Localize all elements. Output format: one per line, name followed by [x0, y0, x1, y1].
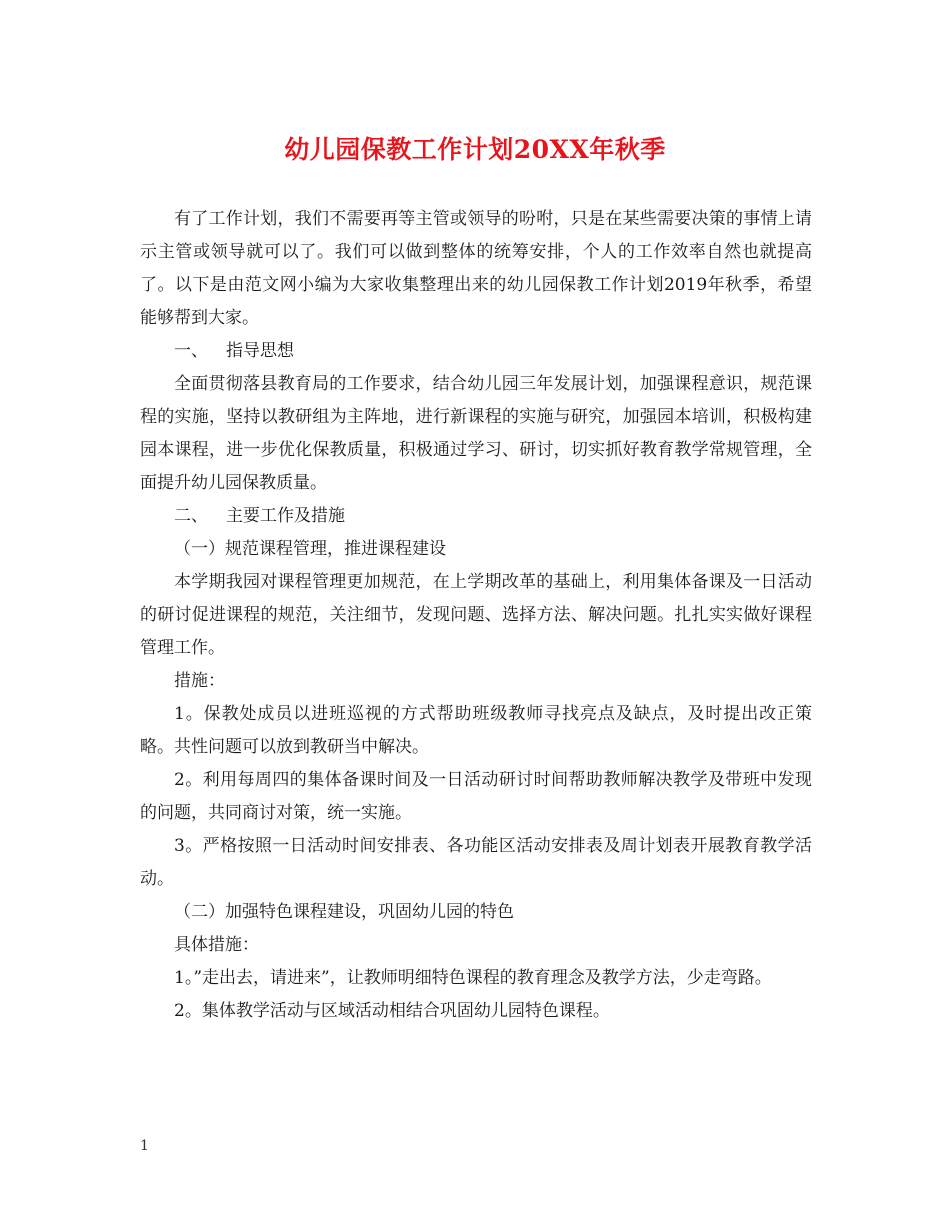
document-body	[140, 203, 812, 1028]
measure-item: 3。严格按照一日活动时间安排表、各功能区活动安排表及周计划表开展教育教学活动。	[140, 836, 812, 889]
page-number: 1	[140, 1138, 149, 1154]
section-1-heading	[140, 335, 812, 368]
section-2-number: 二、	[174, 506, 208, 526]
subsection-1-heading: （一）规范课程管理，推进课程建设	[174, 539, 446, 559]
subsection-1-measures-label: 措施：	[174, 671, 225, 691]
section-1-body: 全面贯彻落县教育局的工作要求，结合幼儿园三年发展计划，加强课程意识，规范课程的实施，坚持以教研组为主阵地，进行新课程的实施与研究，加强园本培训，积极构建园本课程，进一步优化保教质量，积极通过学习、研讨，切实抓好教育教学常规管理，全面提升幼儿园保教质量。	[140, 374, 812, 493]
section-2-title: 主要工作及措施	[226, 506, 345, 526]
measure-item: 1。保教处成员以进班巡视的方式帮助班级教师寻找亮点及缺点，及时提出改正策略。共性问题可以放到教研当中解决。	[140, 704, 812, 757]
intro-paragraph: 有了工作计划，我们不需要再等主管或领导的吩咐，只是在某些需要决策的事情上请示主管或领导就可以了。我们可以做到整体的统筹安排，个人的工作效率自然也就提高了。以下是由范文网小编为大家收集整理出来的幼儿园保教工作计划2019年秋季，希望能够帮到大家。	[140, 209, 812, 328]
section-2-heading	[140, 500, 812, 533]
measure-item: 2。利用每周四的集体备课时间及一日活动研讨时间帮助教师解决教学及带班中发现的问题，共同商讨对策，统一实施。	[140, 770, 812, 823]
subsection-2-measures-label: 具体措施：	[174, 935, 259, 955]
section-1-number: 一、	[174, 341, 208, 361]
section-1-title: 指导思想	[226, 341, 294, 361]
measure-item: 2。集体教学活动与区域活动相结合巩固幼儿园特色课程。	[174, 1001, 610, 1021]
document-title: 幼儿园保教工作计划20XX年秋季	[284, 135, 666, 164]
subsection-1-body: 本学期我园对课程管理更加规范，在上学期改革的基础上，利用集体备课及一日活动的研讨促进课程的规范，关注细节，发现问题、选择方法、解决问题。扎扎实实做好课程管理工作。	[140, 572, 812, 658]
measure-item: 1。”走出去，请进来”，让教师明细特色课程的教育理念及教学方法，少走弯路。	[174, 968, 772, 988]
subsection-2-heading: （二）加强特色课程建设，巩固幼儿园的特色	[174, 902, 514, 922]
